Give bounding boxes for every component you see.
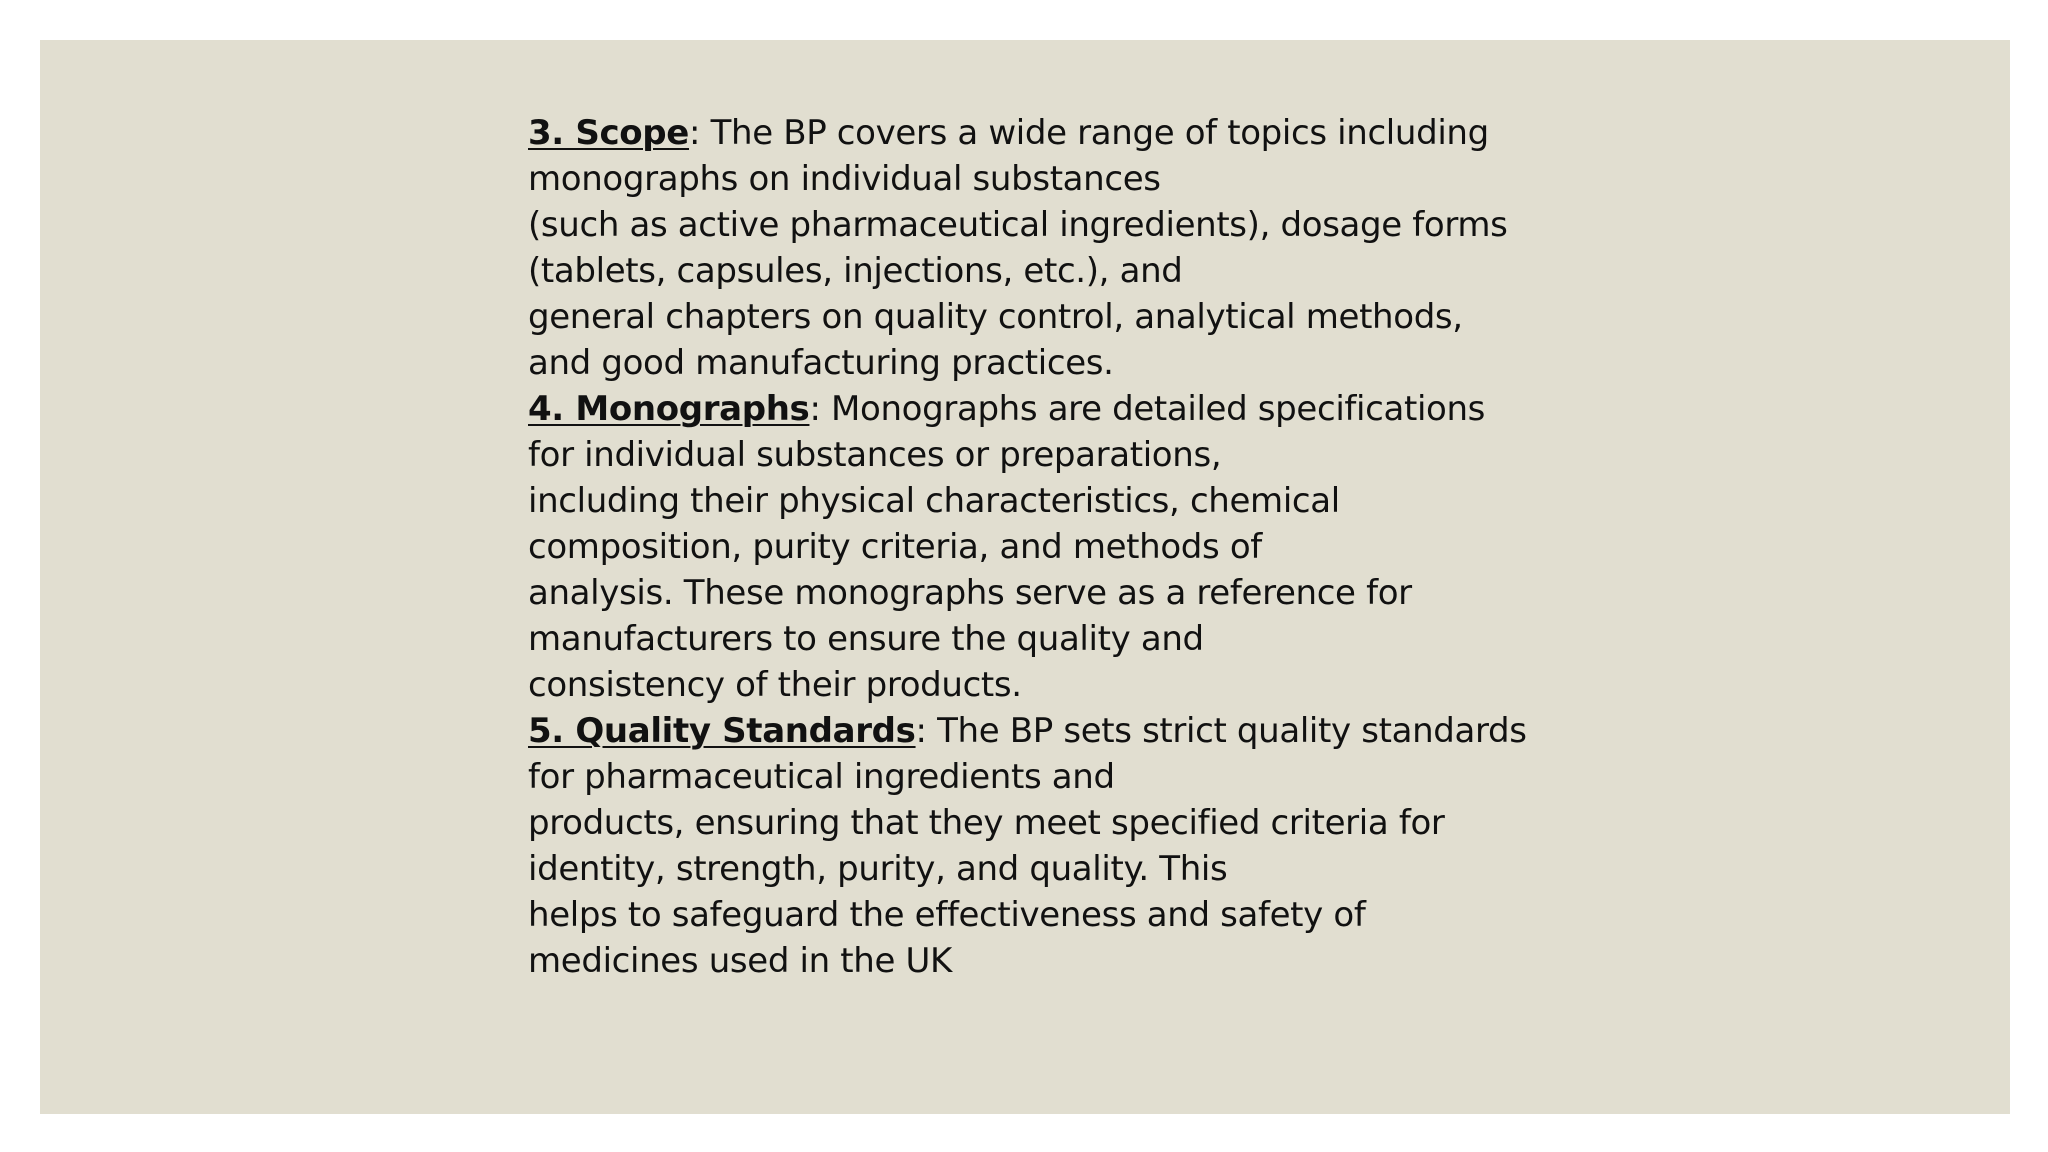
text-line: for pharmaceutical ingredients and: [528, 757, 1115, 797]
section-monographs: [528, 386, 1628, 708]
section-quality-standards: [528, 708, 1628, 984]
section-text: : The BP covers a wide range of topics including: [689, 113, 1489, 153]
section-heading: 3. Scope: [528, 113, 690, 153]
slide-background: [40, 40, 2010, 1114]
section-text: : Monographs are detailed specifications: [809, 389, 1486, 429]
text-line: (tablets, capsules, injections, etc.), and: [528, 251, 1183, 291]
section-text: : The BP sets strict quality standards: [915, 711, 1527, 751]
body-text: [528, 110, 1628, 984]
text-line: manufacturers to ensure the quality and: [528, 619, 1204, 659]
text-line: including their physical characteristics, chemical: [528, 481, 1340, 521]
text-line: medicines used in the UK: [528, 941, 952, 981]
text-line: consistency of their products.: [528, 665, 1022, 705]
text-line: for individual substances or preparations,: [528, 435, 1222, 475]
text-line: [528, 386, 1628, 432]
text-line: identity, strength, purity, and quality. This: [528, 849, 1228, 889]
text-line: products, ensuring that they meet specified criteria for: [528, 803, 1445, 843]
section-heading: 5. Quality Standards: [528, 711, 916, 751]
text-line: monographs on individual substances: [528, 159, 1161, 199]
section-heading: 4. Monographs: [528, 389, 810, 429]
section-scope: [528, 110, 1628, 386]
text-line: [528, 110, 1628, 156]
text-line: and good manufacturing practices.: [528, 343, 1114, 383]
text-line: (such as active pharmaceutical ingredients), dosage forms: [528, 205, 1508, 245]
text-line: composition, purity criteria, and methods of: [528, 527, 1262, 567]
text-line: general chapters on quality control, analytical methods,: [528, 297, 1463, 337]
text-line: helps to safeguard the effectiveness and safety of: [528, 895, 1366, 935]
text-line: analysis. These monographs serve as a reference for: [528, 573, 1412, 613]
text-line: [528, 708, 1628, 754]
